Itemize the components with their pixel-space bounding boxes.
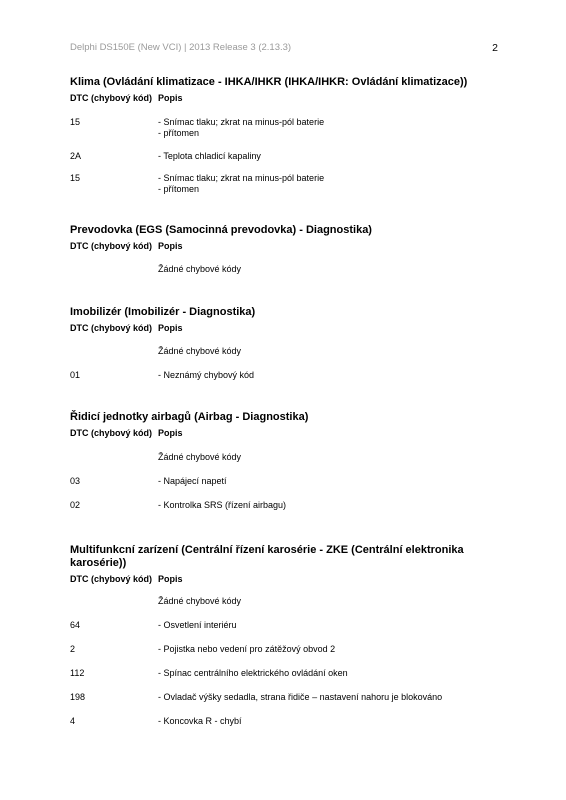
description-line: - přítomen xyxy=(158,128,200,138)
dtc-code: 15 xyxy=(70,173,81,183)
description-line: - Spínac centrálního elektrického ovládání oken xyxy=(158,668,348,678)
section-title: Řidicí jednotky airbagů (Airbag - Diagnostika) xyxy=(70,411,309,423)
dtc-row xyxy=(70,692,500,703)
dtc-row xyxy=(70,476,500,487)
dtc-row xyxy=(70,716,500,727)
dtc-code: 01 xyxy=(70,370,81,380)
column-header-dtc: DTC (chybový kód) xyxy=(70,323,153,333)
dtc-code xyxy=(70,346,158,357)
column-header-description: Popis xyxy=(158,241,183,251)
dtc-row xyxy=(70,346,500,357)
description-line: - Neznámý chybový kód xyxy=(158,370,255,380)
dtc-row xyxy=(70,452,500,463)
section-title: Imobilizér (Imobilizér - Diagnostika) xyxy=(70,306,256,318)
dtc-description xyxy=(158,476,500,487)
column-header-description: Popis xyxy=(158,428,183,438)
fault-section xyxy=(70,76,500,194)
dtc-code: 198 xyxy=(70,692,86,702)
dtc-description xyxy=(158,370,500,381)
column-header-dtc: DTC (chybový kód) xyxy=(70,574,153,584)
description-line: - Ovladač výšky sedadla, strana řidiče – nastavení nahoru je blokováno xyxy=(158,692,443,702)
dtc-row xyxy=(70,370,500,381)
column-header xyxy=(70,428,500,439)
column-header-description: Popis xyxy=(158,574,183,584)
dtc-code xyxy=(70,452,158,463)
dtc-description xyxy=(158,692,500,703)
dtc-code: 15 xyxy=(70,117,81,127)
dtc-row xyxy=(70,500,500,511)
dtc-code xyxy=(70,596,158,607)
description-line: Žádné chybové kódy xyxy=(158,264,242,274)
dtc-row xyxy=(70,173,500,195)
column-header xyxy=(70,323,500,334)
section-title: Prevodovka (EGS (Samocinná prevodovka) - Diagnostika) xyxy=(70,224,372,236)
dtc-row xyxy=(70,151,500,162)
column-header-dtc: DTC (chybový kód) xyxy=(70,93,153,103)
dtc-description xyxy=(158,620,500,631)
dtc-code: 03 xyxy=(70,476,81,486)
description-line: - Teplota chladicí kapaliny xyxy=(158,151,261,161)
column-header xyxy=(70,574,500,585)
page-number: 2 xyxy=(492,42,498,54)
dtc-description xyxy=(158,264,500,275)
description-line: - Pojistka nebo vedení pro zátěžový obvod 2 xyxy=(158,644,336,654)
description-line: Žádné chybové kódy xyxy=(158,596,242,606)
description-line: - Kontrolka SRS (řízení airbagu) xyxy=(158,500,287,510)
description-line: - přítomen xyxy=(158,184,200,194)
description-line: - Koncovka R - chybí xyxy=(158,716,242,726)
dtc-code: 02 xyxy=(70,500,81,510)
fault-section xyxy=(70,544,500,726)
fault-section xyxy=(70,306,500,380)
column-header-dtc: DTC (chybový kód) xyxy=(70,241,153,251)
column-header-description: Popis xyxy=(158,323,183,333)
dtc-code: 112 xyxy=(70,668,85,678)
dtc-code: 4 xyxy=(70,716,76,726)
page-header xyxy=(70,42,498,53)
dtc-row xyxy=(70,264,500,275)
dtc-description xyxy=(158,173,500,195)
dtc-row xyxy=(70,117,500,139)
dtc-description xyxy=(158,644,500,655)
dtc-code: 64 xyxy=(70,620,81,630)
column-header xyxy=(70,93,500,104)
dtc-row xyxy=(70,668,500,679)
dtc-description xyxy=(158,716,500,727)
description-line: - Osvetlení interiéru xyxy=(158,620,237,630)
description-line: Žádné chybové kódy xyxy=(158,452,242,462)
description-line: - Snímac tlaku; zkrat na minus-pól baterie xyxy=(158,173,325,183)
fault-section xyxy=(70,411,500,510)
dtc-code xyxy=(70,264,158,275)
document-title: Delphi DS150E (New VCI) | 2013 Release 3 (2.13.3) xyxy=(70,42,292,53)
description-line: - Napájecí napetí xyxy=(158,476,227,486)
dtc-row xyxy=(70,644,500,655)
dtc-code: 2A xyxy=(70,151,82,161)
dtc-description xyxy=(158,117,500,139)
dtc-description xyxy=(158,668,500,679)
description-line: - Snímac tlaku; zkrat na minus-pól baterie xyxy=(158,117,325,127)
dtc-description xyxy=(158,151,500,162)
description-line: Žádné chybové kódy xyxy=(158,346,242,356)
dtc-row xyxy=(70,620,500,631)
section-title: Klima (Ovládání klimatizace - IHKA/IHKR (IHKA/IHKR: Ovládání klimatizace)) xyxy=(70,76,468,88)
column-header-description: Popis xyxy=(158,93,183,103)
dtc-description xyxy=(158,452,500,463)
dtc-code: 2 xyxy=(70,644,76,654)
dtc-description xyxy=(158,346,500,357)
dtc-description xyxy=(158,596,500,607)
dtc-description xyxy=(158,500,500,511)
section-title: Multifunkcní zarízení (Centrální řízení karosérie - ZKE (Centrální elektronika karosérie)) xyxy=(70,544,464,569)
column-header-dtc: DTC (chybový kód) xyxy=(70,428,153,438)
column-header xyxy=(70,241,500,252)
dtc-row xyxy=(70,596,500,607)
fault-section xyxy=(70,224,500,274)
